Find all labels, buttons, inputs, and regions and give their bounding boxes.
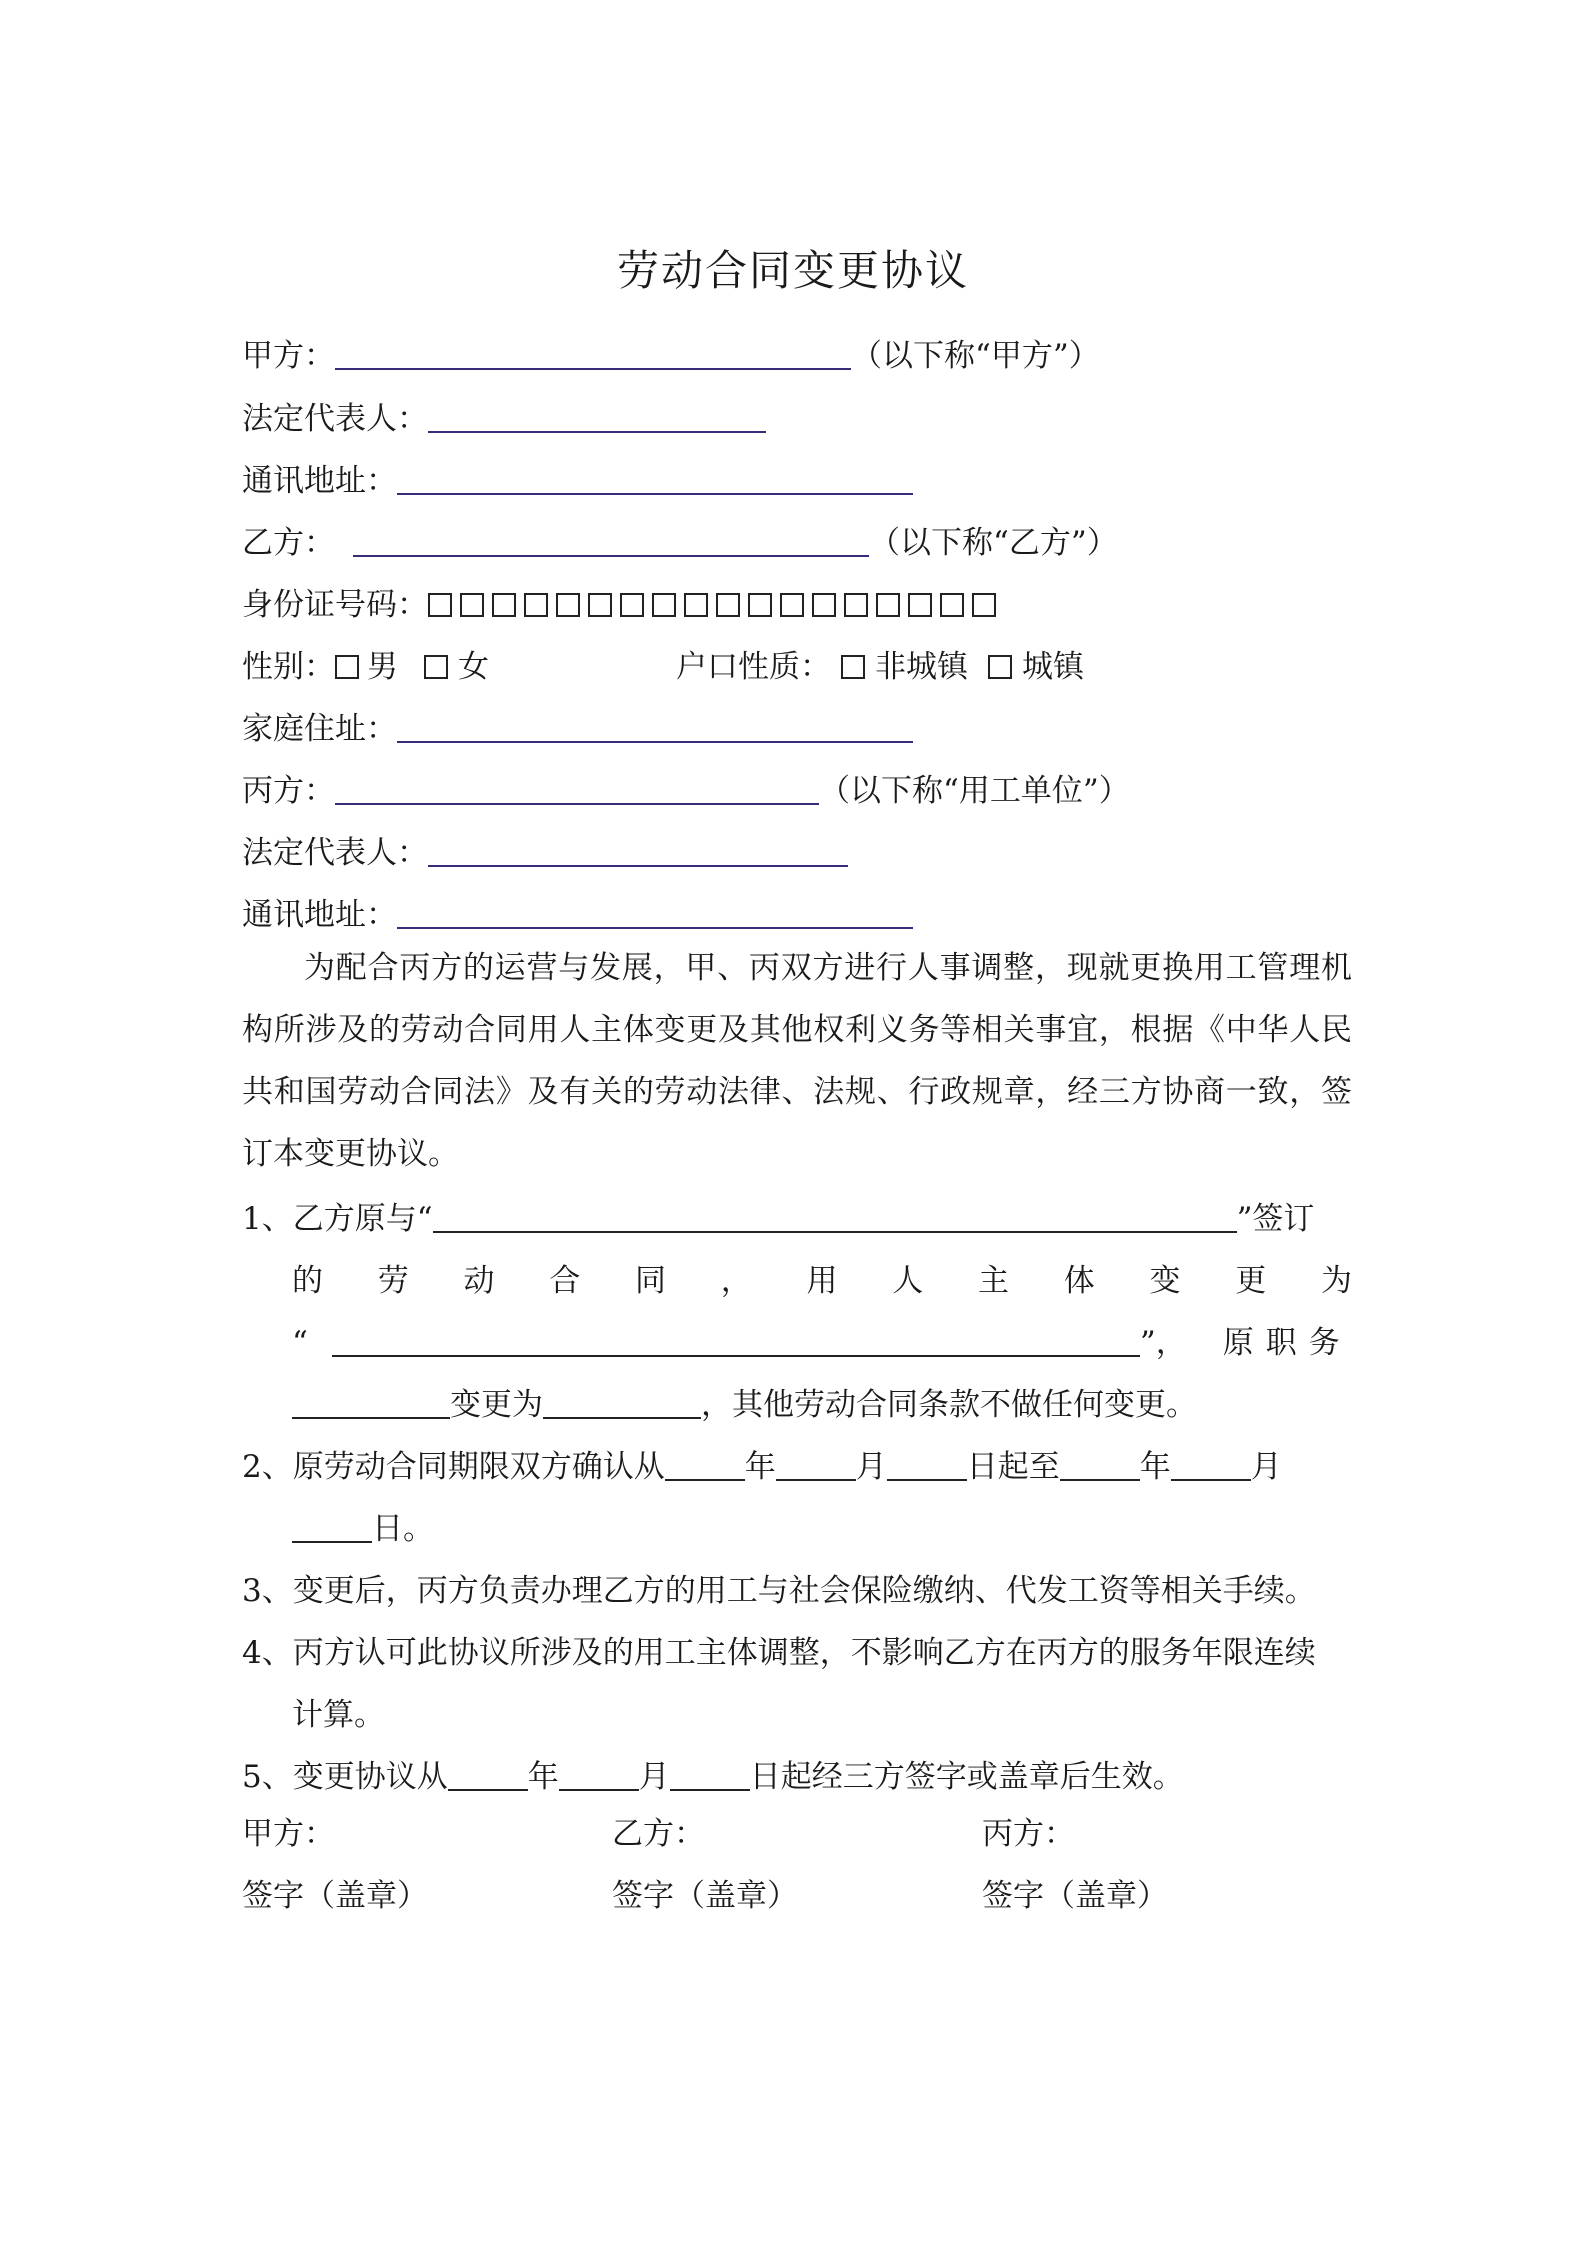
start-day-field[interactable] — [887, 1449, 967, 1481]
id-digit-box[interactable] — [556, 593, 580, 617]
start-month-label: 月 — [855, 1449, 887, 1485]
party-b-row — [242, 523, 1118, 563]
start-month-field[interactable] — [776, 1449, 856, 1481]
id-digit-box[interactable] — [684, 593, 708, 617]
party-c-label: 丙方： — [242, 773, 335, 809]
non-urban-checkbox[interactable] — [841, 655, 865, 679]
address-c-label: 通讯地址： — [242, 897, 397, 933]
party-c-row — [242, 771, 1130, 811]
clause-1-char: 合 — [549, 1263, 581, 1299]
effective-year-field[interactable] — [448, 1759, 528, 1791]
clause-1-char: 体 — [1063, 1263, 1095, 1299]
gender-hukou-row — [242, 647, 489, 687]
party-a-row — [242, 336, 1100, 376]
clause-1-signed: ”签订 — [1236, 1201, 1315, 1237]
address-c-field[interactable] — [397, 897, 913, 929]
clause-1-line-3 — [292, 1323, 1352, 1363]
effective-month-field[interactable] — [559, 1759, 639, 1791]
start-year-field[interactable] — [665, 1449, 745, 1481]
end-day-field[interactable] — [292, 1511, 372, 1543]
clause-1-line-4 — [292, 1385, 1197, 1425]
id-digit-box[interactable] — [588, 593, 612, 617]
female-label: 女 — [458, 649, 489, 685]
clause-1-char: 用 — [806, 1263, 838, 1299]
intro-paragraph: 为配合丙方的运营与发展，甲、丙双方进行人事调整，现就更换用工管理机构所涉及的劳动合同用人主体变更及其他权利义务等相关事宜，根据《中华人民共和国劳动合同法》及有关的劳动法律、法规、行政规章，经三方协商一致，签订本变更协议。 — [242, 950, 1352, 1172]
effective-year-label: 年 — [527, 1759, 559, 1795]
id-digit-box[interactable] — [524, 593, 548, 617]
new-employer-field[interactable] — [332, 1325, 1140, 1357]
id-digit-box[interactable] — [652, 593, 676, 617]
signature-party-a — [242, 1814, 428, 1916]
female-checkbox[interactable] — [424, 655, 448, 679]
gender-label: 性别： — [242, 649, 335, 685]
id-number-boxes — [428, 587, 1004, 623]
start-year-label: 年 — [744, 1449, 776, 1485]
legal-rep-a-label: 法定代表人： — [242, 401, 428, 437]
clause-1-prefix: 1、乙方原与“ — [242, 1201, 433, 1237]
new-duty-field[interactable] — [543, 1387, 701, 1419]
change-to-label: 变更为 — [450, 1387, 543, 1423]
legal-rep-a-row — [242, 399, 766, 439]
clause-1-char: 同 — [635, 1263, 666, 1299]
male-label: 男 — [367, 649, 398, 685]
clause-1-char: 人 — [892, 1263, 924, 1299]
id-digit-box[interactable] — [460, 593, 484, 617]
party-c-suffix: （以下称“用工单位”） — [819, 773, 1130, 809]
clause-1-char: 劳 — [377, 1263, 409, 1299]
clause-1-rest: ，其他劳动合同条款不做任何变更。 — [701, 1387, 1197, 1423]
start-day-label: 日起至 — [966, 1449, 1060, 1485]
clause-1-char: 为 — [1321, 1263, 1352, 1299]
address-a-row — [242, 461, 913, 501]
id-digit-box[interactable] — [844, 593, 868, 617]
signature-party-b — [612, 1814, 798, 1916]
effective-day-field[interactable] — [670, 1759, 750, 1791]
party-b-label: 乙方： — [242, 525, 335, 561]
id-digit-box[interactable] — [748, 593, 772, 617]
clause-4-line-1: 4、丙方认可此协议所涉及的用工主体调整，不影响乙方在丙方的服务年限连续 — [242, 1635, 1316, 1671]
address-a-label: 通讯地址： — [242, 463, 397, 499]
signature-party-b-label: 乙方： — [612, 1816, 705, 1852]
end-month-field[interactable] — [1171, 1449, 1251, 1481]
clause-1-char: 动 — [463, 1263, 495, 1299]
end-year-label: 年 — [1139, 1449, 1171, 1485]
id-digit-box[interactable] — [812, 593, 836, 617]
clause-1-char: ， — [720, 1263, 752, 1299]
clause-1-open-quote: “ — [292, 1325, 308, 1361]
clause-1-close-quote: ”， — [1139, 1325, 1187, 1361]
clause-2-line-1 — [242, 1447, 1282, 1487]
urban-label: 城镇 — [1022, 649, 1084, 685]
clause-5-prefix: 5、变更协议从 — [242, 1759, 448, 1795]
id-digit-box[interactable] — [876, 593, 900, 617]
clause-2-line-2 — [292, 1509, 434, 1549]
home-address-field[interactable] — [397, 711, 913, 743]
effective-month-label: 月 — [638, 1759, 670, 1795]
clause-4-line-2: 计算。 — [292, 1697, 385, 1733]
legal-rep-c-label: 法定代表人： — [242, 835, 428, 871]
hukou-label: 户口性质： — [676, 649, 831, 685]
urban-checkbox[interactable] — [988, 655, 1012, 679]
clause-5-suffix: 日起经三方签字或盖章后生效。 — [749, 1759, 1184, 1795]
id-number-label: 身份证号码： — [242, 587, 428, 623]
hukou-row — [676, 647, 1084, 687]
id-digit-box[interactable] — [940, 593, 964, 617]
id-digit-box[interactable] — [428, 593, 452, 617]
signature-party-c-sign[interactable]: 签字（盖章） — [982, 1878, 1168, 1914]
address-c-row — [242, 895, 913, 935]
id-digit-box[interactable] — [908, 593, 932, 617]
original-duty-label: 原职务 — [1222, 1325, 1352, 1361]
home-address-row — [242, 709, 913, 749]
id-digit-box[interactable] — [716, 593, 740, 617]
legal-rep-c-row — [242, 833, 848, 873]
clause-1-char: 变 — [1149, 1263, 1181, 1299]
party-a-suffix: （以下称“甲方”） — [851, 338, 1100, 374]
id-digit-box[interactable] — [492, 593, 516, 617]
party-a-name-field[interactable] — [335, 338, 851, 370]
end-day-label: 日。 — [372, 1511, 434, 1547]
original-employer-field[interactable] — [433, 1201, 1237, 1233]
clause-1-line-1 — [242, 1199, 1314, 1239]
party-a-label: 甲方： — [242, 338, 335, 374]
id-digit-box[interactable] — [620, 593, 644, 617]
id-digit-box[interactable] — [972, 593, 996, 617]
party-c-name-field[interactable] — [335, 773, 819, 805]
party-b-name-field[interactable] — [353, 525, 869, 557]
clause-1-char: 主 — [978, 1263, 1009, 1299]
end-year-field[interactable] — [1060, 1449, 1140, 1481]
legal-rep-a-field[interactable] — [428, 401, 766, 433]
original-duty-field[interactable] — [292, 1387, 450, 1419]
clause-1-line-2 — [292, 1261, 1352, 1301]
signature-party-c-label: 丙方： — [982, 1816, 1075, 1852]
clause-3: 3、变更后，丙方负责办理乙方的用工与社会保险缴纳、代发工资等相关手续。 — [242, 1573, 1316, 1609]
signature-party-a-sign[interactable]: 签字（盖章） — [242, 1878, 428, 1914]
home-address-label: 家庭住址： — [242, 711, 397, 747]
non-urban-label: 非城镇 — [875, 649, 968, 685]
signature-party-a-label: 甲方： — [242, 1816, 335, 1852]
clause-1-char: 更 — [1235, 1263, 1267, 1299]
clause-2-prefix: 2、原劳动合同期限双方确认从 — [242, 1449, 665, 1485]
male-checkbox[interactable] — [335, 655, 359, 679]
document-title: 劳动合同变更协议 — [616, 246, 969, 295]
signature-party-b-sign[interactable]: 签字（盖章） — [612, 1878, 798, 1914]
clause-1-spaced-text — [292, 1261, 1352, 1301]
legal-rep-c-field[interactable] — [428, 835, 848, 867]
clause-5 — [242, 1757, 1184, 1797]
address-a-field[interactable] — [397, 463, 913, 495]
end-month-label: 月 — [1250, 1449, 1282, 1485]
party-b-suffix: （以下称“乙方”） — [869, 525, 1118, 561]
clause-1-char: 的 — [292, 1263, 323, 1299]
id-number-row — [242, 585, 1004, 625]
id-digit-box[interactable] — [780, 593, 804, 617]
signature-party-c — [982, 1814, 1168, 1916]
